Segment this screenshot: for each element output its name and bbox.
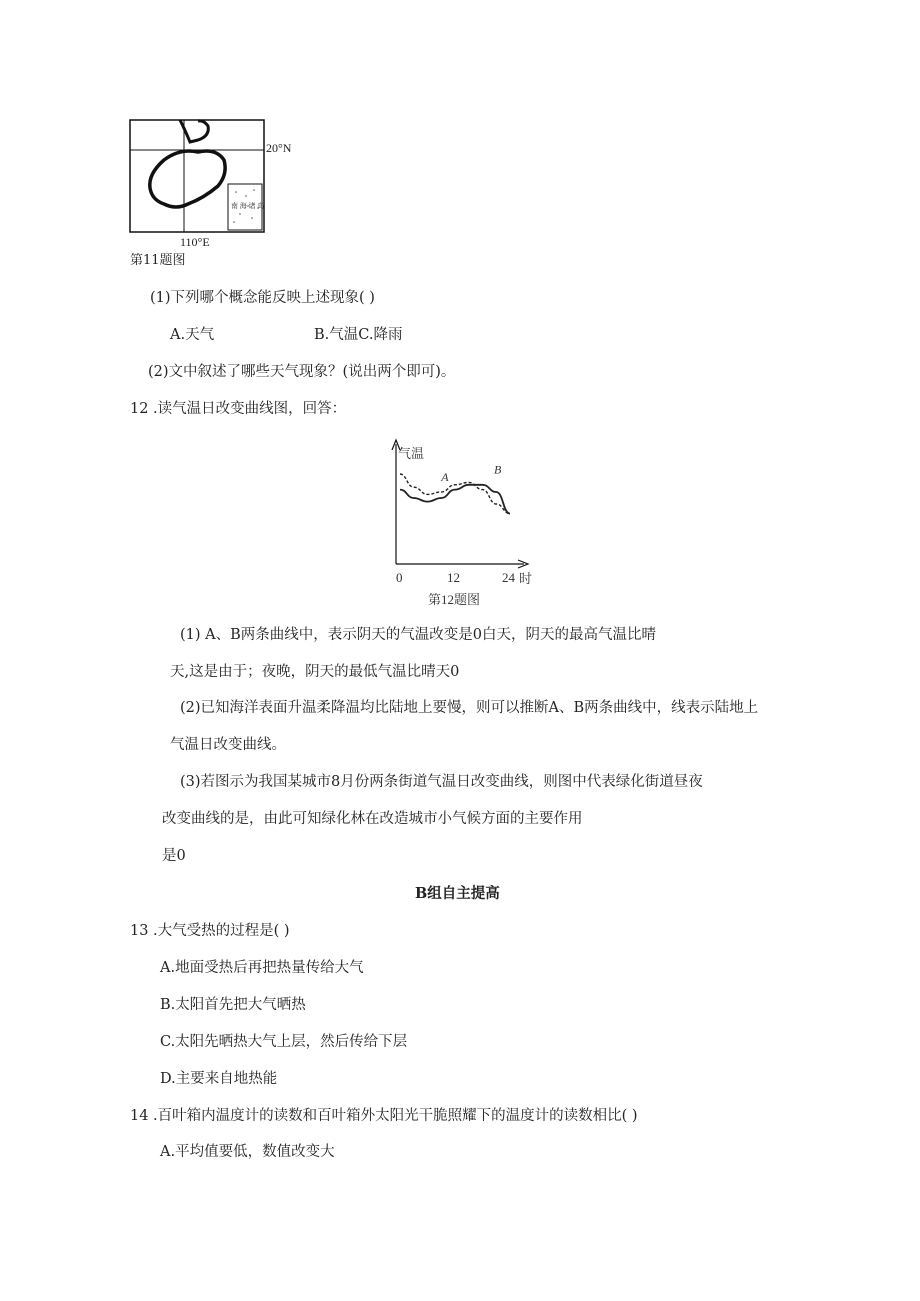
q12-sub3-line1: (3)若图示为我国某城市8月份两条街道气温日改变曲线，则图中代表绿化街道昼夜 (180, 774, 703, 790)
y-axis-label: 气温 (398, 446, 425, 461)
q12-sub1-line1: (1) A、B两条曲线中，表示阴天的气温改变是0白天，阴天的最高气温比晴 (180, 627, 656, 643)
q12-sub2-line2: 气温日改变曲线。 (170, 737, 286, 753)
q13-option-c: C.太阳先晒热大气上层，然后传给下层 (160, 1034, 408, 1050)
q12-sub3-line3: 是0 (162, 848, 186, 864)
q12-stem: 12 .读气温日改变曲线图，回答： (130, 401, 347, 417)
q13-stem: 13 .大气受热的过程是( ) (130, 923, 290, 939)
series-b-label: B (493, 462, 502, 477)
q11-option-a: A.天气 (170, 327, 215, 343)
section-b-title: B组自主提高 (415, 885, 500, 902)
q13-option-b: B.太阳首先把大气晒热 (160, 997, 306, 1013)
x-axis-unit: 时 (519, 571, 533, 586)
series-a-label: A (441, 469, 449, 484)
x-tick-label: 0 (396, 570, 403, 585)
q12-sub2-line1: (2)已知海洋表面升温柔降温均比陆地上要慢，则可以推断A、B两条曲线中，线表示陆地上 (180, 700, 759, 716)
hainan-island-outline (150, 151, 225, 207)
inset-text: 南 海 诸 岛 (231, 202, 265, 210)
x-tick-label: 12 (447, 570, 460, 585)
temperature-daily-chart (370, 436, 550, 611)
q13-option-d: D.主要来自地热能 (160, 1071, 278, 1087)
hainan-map-figure (128, 118, 313, 248)
q11-option-bc: B.气温C.降雨 (314, 327, 403, 343)
x-tick-label: 24 (502, 570, 515, 585)
q12-sub3-line2: 改变曲线的是，由此可知绿化林在改造城市小气候方面的主要作用 (162, 811, 583, 827)
map-caption: 第11题图 (130, 253, 186, 268)
q11-sub2: (2)文中叙述了哪些天气现象？(说出两个即可)。 (148, 364, 456, 380)
q14-stem: 14 .百叶箱内温度计的读数和百叶箱外太阳光干脆照耀下的温度计的读数相比( ) (130, 1108, 638, 1124)
series-a-line (400, 485, 510, 514)
longitude-label: 110°E (180, 235, 210, 248)
q13-option-a: A.地面受热后再把热量传给大气 (160, 960, 364, 976)
q12-sub1-line2: 天,这是由于；夜晚，阴天的最低气温比晴天0 (170, 664, 460, 680)
series-b-line (400, 474, 510, 514)
chart-caption: 第12题图 (428, 592, 481, 607)
latitude-label: 20°N (266, 141, 292, 155)
q11-sub1: (1)下列哪个概念能反映上述现象( ) (150, 290, 375, 306)
q14-option-a: A.平均值要低，数值改变大 (160, 1144, 335, 1160)
